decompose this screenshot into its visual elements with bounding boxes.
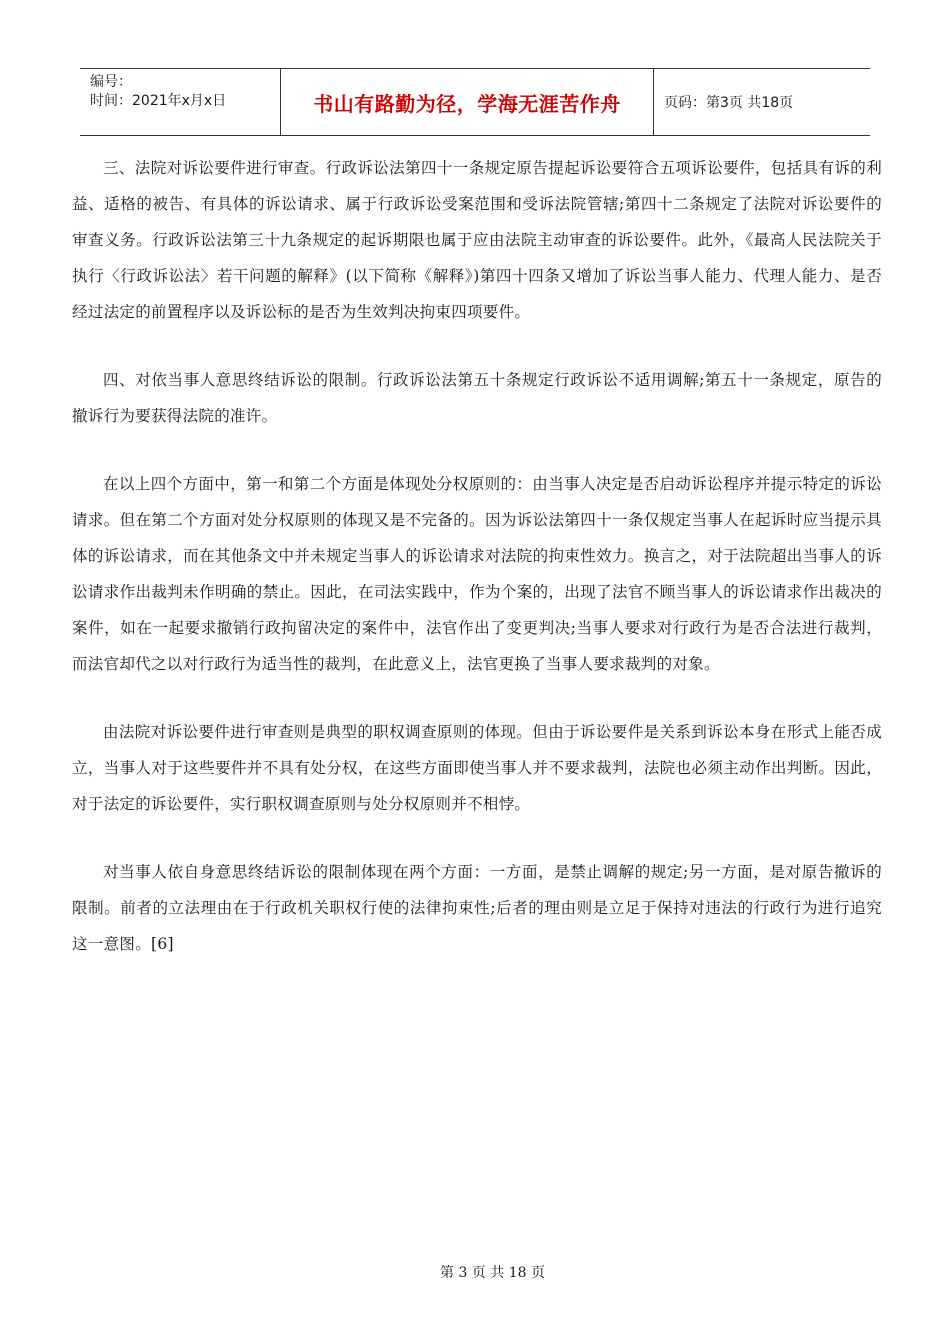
paragraph: 在以上四个方面中，第一和第二个方面是体现处分权原则的：由当事人决定是否启动诉讼程序并提示特定的诉讼请求。但在第二个方面对处分权原则的体现又是不完备的。因为诉讼法第四十一条仅规定当事人在起诉时应当提示具体的诉讼请求，而在其他条文中并未规定当事人的诉讼请求对法院的拘束性效力。换言之，对于法院超出当事人的诉讼请求作出裁判未作明确的禁止。因此，在司法实践中，作为个案的，出现了法官不顾当事人的诉讼请求作出裁决的案件，如在一起要求撤销行政拘留决定的案件中，法官作出了变更判决;当事人要求对行政行为是否合法进行裁判，而法官却代之以对行政行为适当性的裁判，在此意义上，法官更换了当事人要求裁判的对象。 [72, 475, 882, 673]
page-footer [0, 1262, 950, 1282]
footer-page-number: 第 3 页 共 18 页 [440, 1265, 545, 1281]
number-label: 编号： [90, 74, 132, 90]
paragraph: 对当事人依自身意思终结诉讼的限制体现在两个方面：一方面，是禁止调解的规定;另一方面，是对原告撤诉的限制。前者的立法理由在于行政机关职权行使的法律拘束性;后者的理由则是立足于保持对违法的行政行为进行追究这一意图。[6] [72, 863, 882, 953]
motto: 书山有路勤为径，学海无涯苦作舟 [313, 91, 621, 116]
time-label: 时间：2021年x月x日 [90, 93, 227, 109]
document-body [72, 150, 882, 994]
page-info: 页码：第3页 共18页 [664, 95, 794, 111]
paragraph: 由法院对诉讼要件进行审查则是典型的职权调查原则的体现。但由于诉讼要件是关系到诉讼本身在形式上能否成立，当事人对于这些要件并不具有处分权，在这些方面即使当事人并不要求裁判，法院也必须主动作出判断。因此，对于法定的诉讼要件，实行职权调查原则与处分权原则并不相悖。 [72, 723, 882, 813]
header-motto-cell [281, 69, 654, 135]
paragraph: 四、对依当事人意思终结诉讼的限制。行政诉讼法第五十条规定行政诉讼不适用调解;第五十一条规定，原告的撤诉行为要获得法院的准许。 [72, 371, 882, 425]
paragraph: 三、法院对诉讼要件进行审查。行政诉讼法第四十一条规定原告提起诉讼要符合五项诉讼要件，包括具有诉的利益、适格的被告、有具体的诉讼请求、属于行政诉讼受案范围和受诉法院管辖;第四十二条规定了法院对诉讼要件的审查义务。行政诉讼法第三十九条规定的起诉期限也属于应由法院主动审查的诉讼要件。此外，《最高人民法院关于执行〈行政诉讼法〉若干问题的解释》(以下简称《解释》)第四十四条又增加了诉讼当事人能力、代理人能力、是否经过法定的前置程序以及诉讼标的是否为生效判决拘束四项要件。 [72, 159, 882, 321]
header-meta [80, 69, 281, 135]
page-header [80, 68, 870, 136]
header-page-info-cell [654, 69, 870, 135]
